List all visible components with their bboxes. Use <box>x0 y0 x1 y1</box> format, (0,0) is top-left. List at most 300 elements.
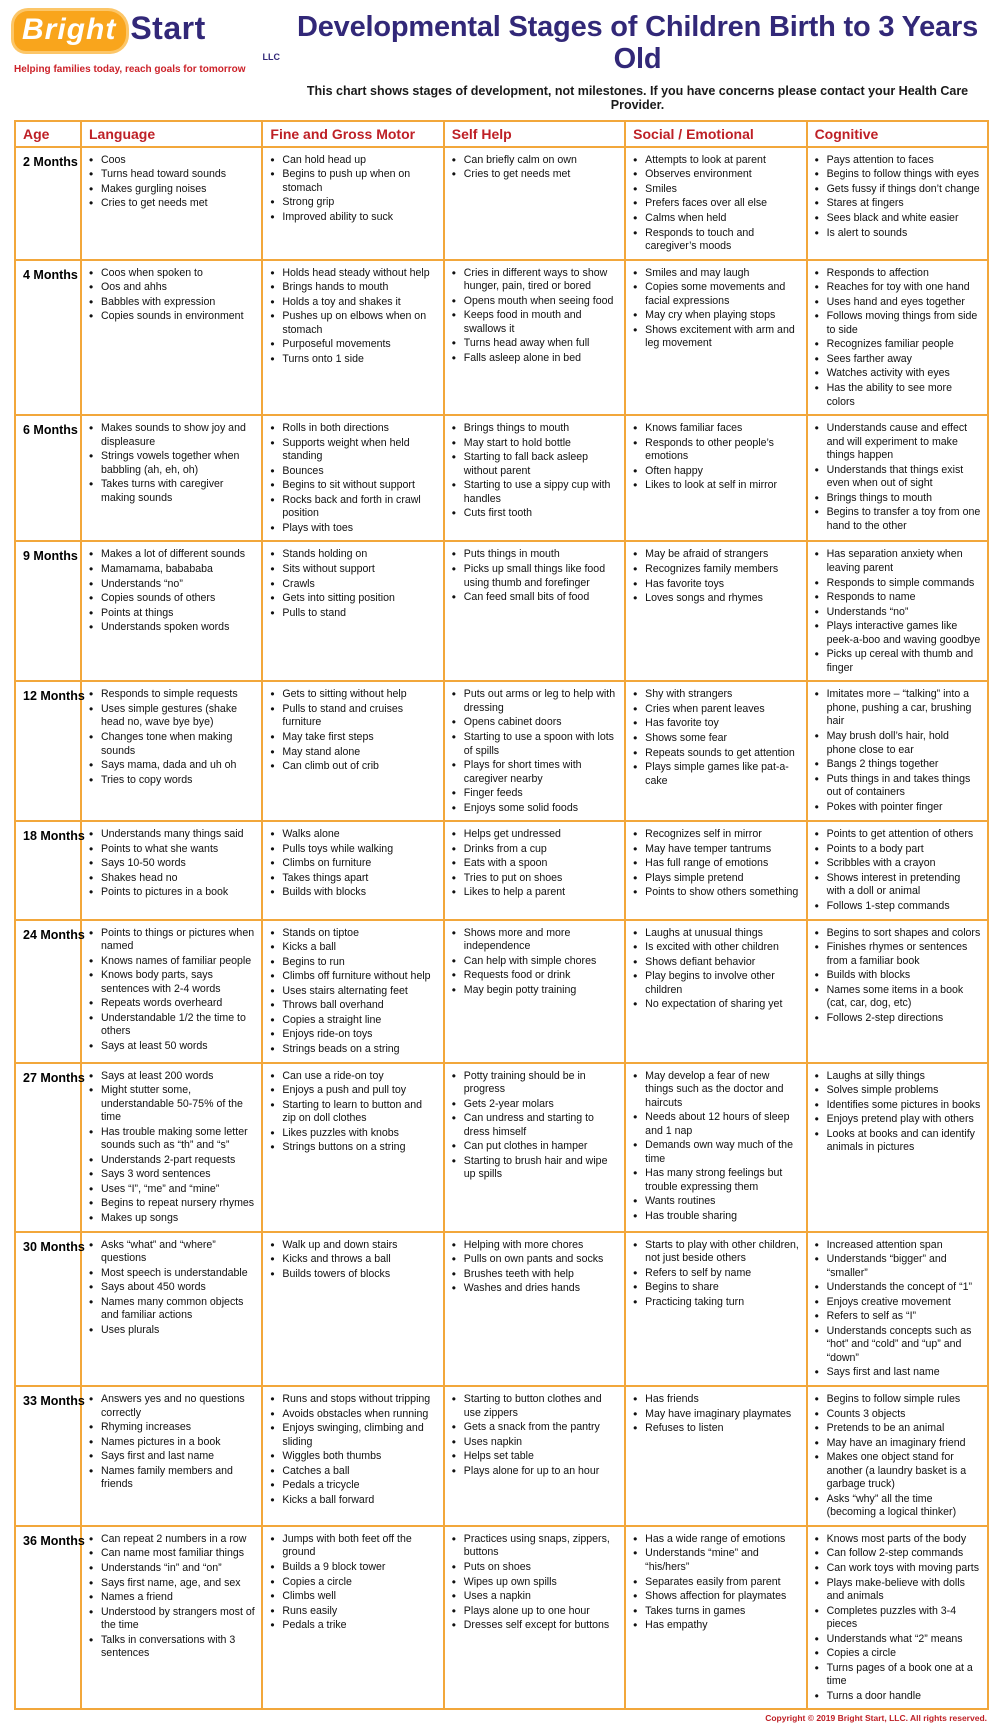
bullet-item: • Responds to other people’s emotions <box>632 437 799 464</box>
cell-motor <box>262 1232 443 1386</box>
bullet-item: • Responds to touch and caregiver’s moods <box>632 227 799 254</box>
bullet-item: • Understands the concept of “1” <box>814 1281 981 1295</box>
bullet-item: • Is alert to sounds <box>814 227 981 241</box>
bullet-item: • Changes tone when making sounds <box>88 731 255 758</box>
bullet-item: • Makes one object stand for another (a laundry basket is a garbage truck) <box>814 1451 981 1492</box>
bullet-item: • Oos and ahhs <box>88 281 255 295</box>
bullet-item: • Gets to sitting without help <box>269 688 436 702</box>
cell-motor <box>262 1063 443 1232</box>
bullet-item: • Answers yes and no questions correctly <box>88 1393 255 1420</box>
bullet-item: • Improved ability to suck <box>269 211 436 225</box>
age-label: 30 Months <box>15 1232 81 1386</box>
bullet-item: • Points to get attention of others <box>814 828 981 842</box>
bullet-list <box>269 1393 436 1507</box>
bullet-item: • Gets fussy if things don’t change <box>814 183 981 197</box>
bullet-item: • Plays simple games like pat-a-cake <box>632 761 799 788</box>
bullet-list <box>814 828 981 913</box>
bullet-item: • Names a friend <box>88 1591 255 1605</box>
bullet-item: • Pushes up on elbows when on stomach <box>269 310 436 337</box>
bullet-item: • Walk up and down stairs <box>269 1239 436 1253</box>
bullet-item: • Watches activity with eyes <box>814 367 981 381</box>
bullet-item: • Strings beads on a string <box>269 1043 436 1057</box>
bullet-item: • Wipes up own spills <box>451 1576 618 1590</box>
stages-table-body <box>15 147 988 1710</box>
bullet-item: • Separates easily from parent <box>632 1576 799 1590</box>
bullet-item: • Puts out arms or leg to help with dressing <box>451 688 618 715</box>
bullet-item: • Puts on shoes <box>451 1561 618 1575</box>
bullet-item: • Cries to get needs met <box>451 168 618 182</box>
bullet-item: • Rolls in both directions <box>269 422 436 436</box>
bullet-item: • Potty training should be in progress <box>451 1070 618 1097</box>
bullet-item: • Starting to fall back asleep without parent <box>451 451 618 478</box>
bullet-item: • Enjoys some solid foods <box>451 802 618 816</box>
bullet-item: • Takes turns in games <box>632 1605 799 1619</box>
bullet-item: • Can help with simple chores <box>451 955 618 969</box>
bullet-item: • Tries to put on shoes <box>451 872 618 886</box>
bullet-item: • Plays make-believe with dolls and animals <box>814 1577 981 1604</box>
bullet-item: • Begins to push up when on stomach <box>269 168 436 195</box>
bullet-item: • Starting to brush hair and wipe up spills <box>451 1155 618 1182</box>
bullet-item: • Pulls on own pants and socks <box>451 1253 618 1267</box>
bullet-list <box>88 927 255 1054</box>
bullet-item: • Kicks a ball forward <box>269 1494 436 1508</box>
bullet-item: • Holds a toy and shakes it <box>269 296 436 310</box>
cell-self-help <box>444 920 625 1063</box>
bullet-item: • Drinks from a cup <box>451 843 618 857</box>
bullet-item: • Copies a straight line <box>269 1014 436 1028</box>
bullet-item: • Pulls to stand and cruises furniture <box>269 703 436 730</box>
bullet-item: • Can undress and starting to dress himself <box>451 1112 618 1139</box>
page-header <box>0 0 1003 116</box>
bullet-list <box>632 688 799 788</box>
brightstart-logo <box>14 8 286 75</box>
bullet-item: • Shows interest in pretending with a doll or animal <box>814 872 981 899</box>
bullet-item: • Has friends <box>632 1393 799 1407</box>
bullet-list <box>269 1533 436 1633</box>
bullet-list <box>451 267 618 366</box>
bullet-item: • Brings things to mouth <box>451 422 618 436</box>
bullet-list <box>269 548 436 620</box>
bullet-item: • May start to hold bottle <box>451 437 618 451</box>
bullet-list <box>451 927 618 998</box>
column-header-5: Cognitive <box>807 121 988 147</box>
age-label: 27 Months <box>15 1063 81 1232</box>
bullet-list <box>814 688 981 814</box>
cell-language <box>81 1232 262 1386</box>
bullet-item: • Makes a lot of different sounds <box>88 548 255 562</box>
stages-table-wrap <box>0 116 1003 1711</box>
bullet-item: • Has trouble making some letter sounds such as “th” and “s” <box>88 1126 255 1153</box>
bullet-item: • Understood by strangers most of the time <box>88 1606 255 1633</box>
cell-social <box>625 821 806 919</box>
logo-word-start: Start <box>130 10 206 46</box>
bullet-item: • Points at things <box>88 607 255 621</box>
bullet-item: • Talks in conversations with 3 sentences <box>88 1634 255 1661</box>
bullet-item: • Understands “bigger” and “smaller” <box>814 1253 981 1280</box>
bullet-list <box>88 1070 255 1226</box>
bullet-item: • Copies sounds of others <box>88 592 255 606</box>
bullet-item: • Builds with blocks <box>269 886 436 900</box>
cell-motor <box>262 1526 443 1710</box>
bullet-item: • Can use a ride-on toy <box>269 1070 436 1084</box>
bullet-item: • Understands spoken words <box>88 621 255 635</box>
cell-self-help <box>444 1386 625 1526</box>
cell-social <box>625 415 806 541</box>
bullet-item: • Pretends to be an animal <box>814 1422 981 1436</box>
column-header-2: Fine and Gross Motor <box>262 121 443 147</box>
bullet-item: • Understands “in” and “on” <box>88 1562 255 1576</box>
bullet-item: • Wiggles both thumbs <box>269 1450 436 1464</box>
title-block <box>286 8 989 112</box>
cell-cognitive <box>807 1386 988 1526</box>
bullet-item: • Points to things or pictures when named <box>88 927 255 954</box>
bullet-list <box>451 1239 618 1296</box>
bullet-item: • Can repeat 2 numbers in a row <box>88 1533 255 1547</box>
bullet-list <box>814 422 981 533</box>
bullet-item: • Copies sounds in environment <box>88 310 255 324</box>
bullet-item: • Likes puzzles with knobs <box>269 1127 436 1141</box>
bullet-item: • Points to show others something <box>632 886 799 900</box>
bullet-item: • Counts 3 objects <box>814 1408 981 1422</box>
bullet-item: • Understands concepts such as “hot” and “cold” and “up” and “down” <box>814 1325 981 1366</box>
cell-language <box>81 541 262 681</box>
bullet-item: • Asks “what” and “where” questions <box>88 1239 255 1266</box>
cell-self-help <box>444 1063 625 1232</box>
bullet-list <box>269 154 436 225</box>
bullet-item: • Says at least 200 words <box>88 1070 255 1084</box>
bullet-item: • Points to what she wants <box>88 843 255 857</box>
age-label: 36 Months <box>15 1526 81 1710</box>
bullet-list <box>451 548 618 604</box>
bullet-item: • Says 3 word sentences <box>88 1168 255 1182</box>
bullet-item: • Sits without support <box>269 563 436 577</box>
bullet-item: • Builds towers of blocks <box>269 1268 436 1282</box>
bullet-list <box>632 267 799 351</box>
bullet-item: • Pedals a tricycle <box>269 1479 436 1493</box>
bullet-item: • Tries to copy words <box>88 774 255 788</box>
bullet-item: • Might stutter some, understandable 50-75% of the time <box>88 1084 255 1125</box>
bullet-item: • Copies some movements and facial expressions <box>632 281 799 308</box>
bullet-item: • Runs easily <box>269 1605 436 1619</box>
cell-social <box>625 1386 806 1526</box>
bullet-item: • May be afraid of strangers <box>632 548 799 562</box>
bullet-item: • Has the ability to see more colors <box>814 382 981 409</box>
table-row-30-months <box>15 1232 988 1386</box>
logo-llc-suffix: LLC <box>262 52 280 62</box>
bullet-item: • Knows most parts of the body <box>814 1533 981 1547</box>
bullet-item: • Turns onto 1 side <box>269 353 436 367</box>
bullet-item: • Bounces <box>269 465 436 479</box>
bullet-item: • Wants routines <box>632 1195 799 1209</box>
cell-motor <box>262 541 443 681</box>
table-row-33-months <box>15 1386 988 1526</box>
bullet-item: • Pulls to stand <box>269 607 436 621</box>
bullet-item: • Says first and last name <box>814 1366 981 1380</box>
bullet-item: • Understands “no” <box>88 578 255 592</box>
cell-cognitive <box>807 541 988 681</box>
bullet-item: • Increased attention span <box>814 1239 981 1253</box>
bullet-item: • Has trouble sharing <box>632 1210 799 1224</box>
bullet-item: • Understands 2-part requests <box>88 1154 255 1168</box>
bullet-item: • Falls asleep alone in bed <box>451 352 618 366</box>
cell-language <box>81 415 262 541</box>
cell-motor <box>262 681 443 821</box>
bullet-item: • Starting to button clothes and use zippers <box>451 1393 618 1420</box>
bullet-item: • Names many common objects and familiar actions <box>88 1296 255 1323</box>
bullet-item: • Refers to self by name <box>632 1267 799 1281</box>
cell-language <box>81 821 262 919</box>
bullet-item: • Plays for short times with caregiver nearby <box>451 759 618 786</box>
bullet-item: • Enjoys swinging, climbing and sliding <box>269 1422 436 1449</box>
bullet-item: • Uses napkin <box>451 1436 618 1450</box>
cell-cognitive <box>807 1063 988 1232</box>
bullet-item: • May have imaginary playmates <box>632 1408 799 1422</box>
bullet-list <box>814 1533 981 1704</box>
bullet-item: • Prefers faces over all else <box>632 197 799 211</box>
cell-language <box>81 147 262 260</box>
bullet-list <box>88 828 255 900</box>
bullet-list <box>88 688 255 787</box>
bullet-item: • Rhyming increases <box>88 1421 255 1435</box>
bullet-item: • Uses plurals <box>88 1324 255 1338</box>
bullet-item: • Dresses self except for buttons <box>451 1619 618 1633</box>
bullet-item: • Loves songs and rhymes <box>632 592 799 606</box>
bullet-item: • May begin potty training <box>451 984 618 998</box>
bullet-item: • Enjoys pretend play with others <box>814 1113 981 1127</box>
cell-social <box>625 1232 806 1386</box>
bullet-item: • Begins to transfer a toy from one hand to the other <box>814 506 981 533</box>
cell-language <box>81 1063 262 1232</box>
bullet-list <box>88 1239 255 1338</box>
bullet-item: • Uses stairs alternating feet <box>269 985 436 999</box>
bullet-list <box>632 548 799 605</box>
cell-motor <box>262 415 443 541</box>
bullet-item: • Kicks and throws a ball <box>269 1253 436 1267</box>
logo-word-bright: Bright <box>14 11 126 51</box>
bullet-item: • Often happy <box>632 465 799 479</box>
cell-self-help <box>444 415 625 541</box>
bullet-item: • Puts things in mouth <box>451 548 618 562</box>
bullet-item: • May develop a fear of new things such as the doctor and haircuts <box>632 1070 799 1111</box>
bullet-item: • Builds with blocks <box>814 969 981 983</box>
bullet-item: • Recognizes familiar people <box>814 338 981 352</box>
bullet-item: • Identifies some pictures in books <box>814 1099 981 1113</box>
bullet-item: • Completes puzzles with 3-4 pieces <box>814 1605 981 1632</box>
bullet-item: • Starting to use a sippy cup with handles <box>451 479 618 506</box>
cell-language <box>81 1526 262 1710</box>
bullet-item: • May brush doll’s hair, hold phone close to ear <box>814 730 981 757</box>
bullet-item: • Enjoys a push and pull toy <box>269 1084 436 1098</box>
bullet-item: • Keeps food in mouth and swallows it <box>451 309 618 336</box>
bullet-item: • Starting to learn to button and zip on doll clothes <box>269 1099 436 1126</box>
cell-motor <box>262 920 443 1063</box>
bullet-item: • Asks “why” all the time (becoming a logical thinker) <box>814 1493 981 1520</box>
bullet-item: • Looks at books and can identify animals in pictures <box>814 1128 981 1155</box>
bullet-item: • Opens mouth when seeing food <box>451 295 618 309</box>
bullet-item: • Pokes with pointer finger <box>814 801 981 815</box>
table-row-6-months <box>15 415 988 541</box>
column-header-1: Language <box>81 121 262 147</box>
bullet-item: • Starting to use a spoon with lots of spills <box>451 731 618 758</box>
bullet-item: • Recognizes self in mirror <box>632 828 799 842</box>
bullet-item: • Starts to play with other children, not just beside others <box>632 1239 799 1266</box>
cell-cognitive <box>807 260 988 415</box>
bullet-item: • Begins to run <box>269 956 436 970</box>
bullet-item: • No expectation of sharing yet <box>632 998 799 1012</box>
bullet-item: • Understands that things exist even when out of sight <box>814 464 981 491</box>
bullet-item: • Laughs at silly things <box>814 1070 981 1084</box>
table-row-27-months <box>15 1063 988 1232</box>
bullet-item: • Solves simple problems <box>814 1084 981 1098</box>
bullet-list <box>451 1533 618 1633</box>
bullet-item: • Is excited with other children <box>632 941 799 955</box>
bullet-item: • Can name most familiar things <box>88 1547 255 1561</box>
cell-cognitive <box>807 681 988 821</box>
column-header-4: Social / Emotional <box>625 121 806 147</box>
cell-language <box>81 920 262 1063</box>
bullet-list <box>269 688 436 773</box>
bullet-item: • Can hold head up <box>269 154 436 168</box>
cell-self-help <box>444 260 625 415</box>
developmental-stages-table <box>14 120 989 1711</box>
bullet-item: • Plays alone up to one hour <box>451 1605 618 1619</box>
bullet-item: • Avoids obstacles when running <box>269 1408 436 1422</box>
bullet-list <box>632 422 799 493</box>
bullet-item: • Responds to simple requests <box>88 688 255 702</box>
bullet-item: • Shy with strangers <box>632 688 799 702</box>
bullet-item: • Has favorite toys <box>632 578 799 592</box>
column-header-3: Self Help <box>444 121 625 147</box>
cell-language <box>81 1386 262 1526</box>
bullet-item: • Holds head steady without help <box>269 267 436 281</box>
cell-motor <box>262 821 443 919</box>
bullet-item: • Gets 2-year molars <box>451 1098 618 1112</box>
bullet-item: • May have an imaginary friend <box>814 1437 981 1451</box>
bullet-item: • Makes up songs <box>88 1212 255 1226</box>
bullet-list <box>814 1070 981 1155</box>
cell-motor <box>262 1386 443 1526</box>
bullet-item: • Follows 1-step commands <box>814 900 981 914</box>
page-title: Developmental Stages of Children Birth to 3 Years Old <box>296 11 979 75</box>
bullet-item: • Observes environment <box>632 168 799 182</box>
bullet-list <box>814 927 981 1026</box>
cell-self-help <box>444 541 625 681</box>
bullet-item: • Laughs at unusual things <box>632 927 799 941</box>
cell-self-help <box>444 821 625 919</box>
bullet-item: • Makes sounds to show joy and displeasure <box>88 422 255 449</box>
bullet-item: • Most speech is understandable <box>88 1267 255 1281</box>
bullet-list <box>632 828 799 900</box>
bullet-item: • Play begins to involve other children <box>632 970 799 997</box>
bullet-item: • Picks up small things like food using thumb and forefinger <box>451 563 618 590</box>
column-header-row <box>15 121 988 147</box>
bullet-item: • Crawls <box>269 578 436 592</box>
bullet-item: • Plays interactive games like peek-a-boo and waving goodbye <box>814 620 981 647</box>
bullet-item: • Gets into sitting position <box>269 592 436 606</box>
bullet-item: • Begins to follow things with eyes <box>814 168 981 182</box>
bullet-item: • Begins to share <box>632 1281 799 1295</box>
bullet-item: • Sees farther away <box>814 353 981 367</box>
bullet-item: • Copies a circle <box>814 1647 981 1661</box>
bullet-list <box>269 828 436 900</box>
bullet-item: • Catches a ball <box>269 1465 436 1479</box>
bullet-item: • Smiles and may laugh <box>632 267 799 281</box>
bullet-list <box>632 154 799 254</box>
cell-social <box>625 920 806 1063</box>
cell-self-help <box>444 147 625 260</box>
bullet-item: • Uses a napkin <box>451 1590 618 1604</box>
table-row-2-months <box>15 147 988 260</box>
bullet-list <box>632 1393 799 1436</box>
age-label: 33 Months <box>15 1386 81 1526</box>
bullet-item: • Recognizes family members <box>632 563 799 577</box>
bullet-item: • Knows body parts, says sentences with 2-4 words <box>88 969 255 996</box>
age-label: 6 Months <box>15 415 81 541</box>
age-label: 12 Months <box>15 681 81 821</box>
cell-motor <box>262 147 443 260</box>
cell-cognitive <box>807 415 988 541</box>
bullet-list <box>269 422 436 535</box>
bullet-item: • Understands “no” <box>814 606 981 620</box>
bullet-list <box>451 154 618 182</box>
bullet-item: • Reaches for toy with one hand <box>814 281 981 295</box>
cell-self-help <box>444 681 625 821</box>
bullet-item: • Shows some fear <box>632 732 799 746</box>
bullet-item: • Puts things in and takes things out of containers <box>814 773 981 800</box>
bullet-item: • Names pictures in a book <box>88 1436 255 1450</box>
bullet-item: • Responds to affection <box>814 267 981 281</box>
cell-cognitive <box>807 1232 988 1386</box>
bullet-item: • Brings hands to mouth <box>269 281 436 295</box>
bullet-item: • Begins to sort shapes and colors <box>814 927 981 941</box>
bullet-item: • Throws ball overhand <box>269 999 436 1013</box>
age-label: 2 Months <box>15 147 81 260</box>
cell-social <box>625 260 806 415</box>
bullet-list <box>814 154 981 240</box>
bullet-item: • Pedals a trike <box>269 1619 436 1633</box>
bullet-item: • Refers to self as “I” <box>814 1310 981 1324</box>
cell-cognitive <box>807 920 988 1063</box>
table-row-9-months <box>15 541 988 681</box>
bullet-item: • Scribbles with a crayon <box>814 857 981 871</box>
cell-cognitive <box>807 147 988 260</box>
bullet-item: • Picks up cereal with thumb and finger <box>814 648 981 675</box>
bullet-list <box>814 1239 981 1380</box>
bullet-list <box>451 422 618 521</box>
bullet-item: • Responds to simple commands <box>814 577 981 591</box>
bullet-list <box>451 1070 618 1182</box>
bullet-item: • Supports weight when held standing <box>269 437 436 464</box>
age-label: 18 Months <box>15 821 81 919</box>
bullet-item: • Can put clothes in hamper <box>451 1140 618 1154</box>
bullet-item: • Demands own way much of the time <box>632 1139 799 1166</box>
bullet-item: • Builds a 9 block tower <box>269 1561 436 1575</box>
bullet-item: • Strings buttons on a string <box>269 1141 436 1155</box>
bullet-item: • Enjoys ride-on toys <box>269 1028 436 1042</box>
bullet-list <box>632 1533 799 1633</box>
bullet-item: • Points to pictures in a book <box>88 886 255 900</box>
bullet-list <box>814 548 981 675</box>
bullet-list <box>88 1533 255 1661</box>
bullet-item: • Points to a body part <box>814 843 981 857</box>
bullet-item: • Turns head toward sounds <box>88 168 255 182</box>
bullet-item: • Brings things to mouth <box>814 492 981 506</box>
bullet-item: • Names family members and friends <box>88 1465 255 1492</box>
bullet-item: • Pulls toys while walking <box>269 843 436 857</box>
bullet-item: • Brushes teeth with help <box>451 1268 618 1282</box>
bullet-item: • Gets a snack from the pantry <box>451 1421 618 1435</box>
bullet-item: • Needs about 12 hours of sleep and 1 nap <box>632 1111 799 1138</box>
